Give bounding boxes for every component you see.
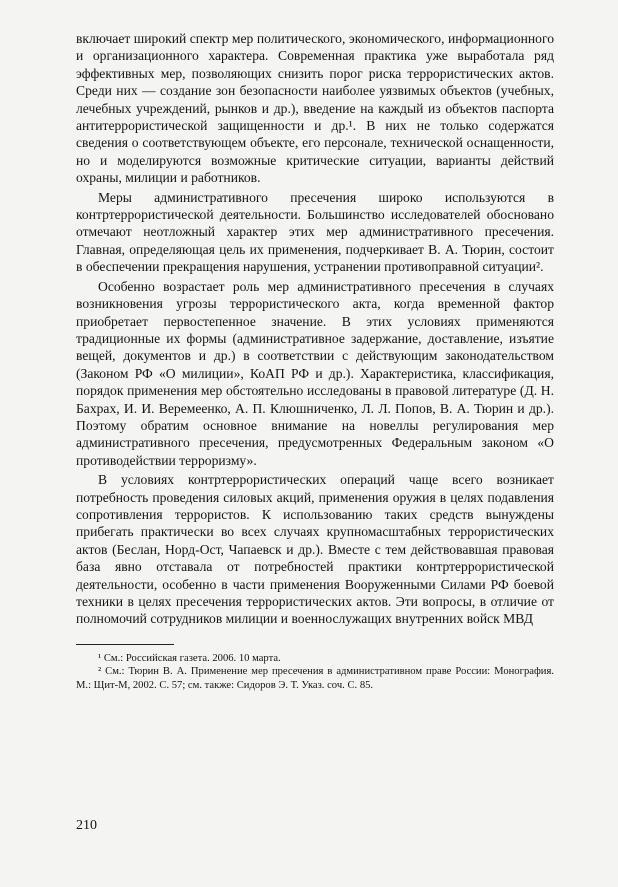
footnote-divider (76, 644, 174, 645)
main-text (76, 30, 554, 628)
paragraph-2: Меры административного пресечения широко используются в контртеррористической деятельности. Большинство исследователей обосновано отмечают неотложный характер этих мер административного пресечения. Главная, определяющая цель их применения, подчеркивает В. А. Тюрин, состоит в обеспечении прекращения нарушения, устранении противоправной ситуации². (76, 189, 554, 275)
footnote-1: ¹ См.: Российская газета. 2006. 10 марта. (98, 652, 281, 664)
footnotes (76, 652, 554, 692)
paragraph-4: В условиях контртеррористических операций чаще всего возникает потребность проведения силовых акций, применения оружия в целях подавления сопротивления террористов. К использованию таких средств вынуждены прибегать практически во всех случаях крупномасштабных террористических актов (Беслан, Норд-Ост, Чапаевск и др.). Вместе с тем действовавшая правовая база явно отставала от потребностей практики контртеррористической деятельности, особенно в части применения Вооруженными Силами РФ боевой техники в целях пресечения террористических актов. Эти вопросы, в отличие от полномочий сотрудников милиции и военнослужащих внутренних войск МВД (76, 472, 554, 627)
footnote-2: ² См.: Тюрин В. А. Применение мер пресечения в административном праве России: Монография. М.: Щит-М, 2002. С. 57; см. также: Сидоров Э. Т. Указ. соч. С. 85. (76, 666, 554, 691)
paragraph-3: Особенно возрастает роль мер административного пресечения в случаях возникновения угрозы террористического акта, когда временной фактор приобретает первостепенное значение. В этих условиях применяются традиционные их формы (административное задержание, доставление, изъятие вещей, документов и др.) в соответствии с действующим законодательством (Законом РФ «О милиции», КоАП РФ и др.). Характеристика, классификация, порядок применения мер обстоятельно исследованы в правовой литературе (Д. Н. Бахрах, И. И. Веремеенко, А. П. Клюшниченко, Л. Л. Попов, В. А. Тюрин и др.). Поэтому обратим основное внимание на новеллы регулирования мер административного пресечения, предусмотренных Федеральным законом «О противодействии терроризму». (76, 278, 554, 468)
page-number: 210 (76, 818, 97, 833)
paragraph-1: включает широкий спектр мер политического, экономического, информационного и организационного характера. Современная практика уже выработала ряд эффективных мер, позволяющих снизить порог риска террористических актов. Среди них — создание зон безопасности наиболее уязвимых объектов (учебных, лечебных учреждений, рынков и др.), введение на каждый из объектов паспорта антитеррористической защищенности и др.¹. В них не только содержатся сведения о соответствующем объекте, его персонале, технической оснащенности, но и моделируются возможные критические ситуации, варианты действий охраны, милиции и работников. (76, 31, 554, 186)
